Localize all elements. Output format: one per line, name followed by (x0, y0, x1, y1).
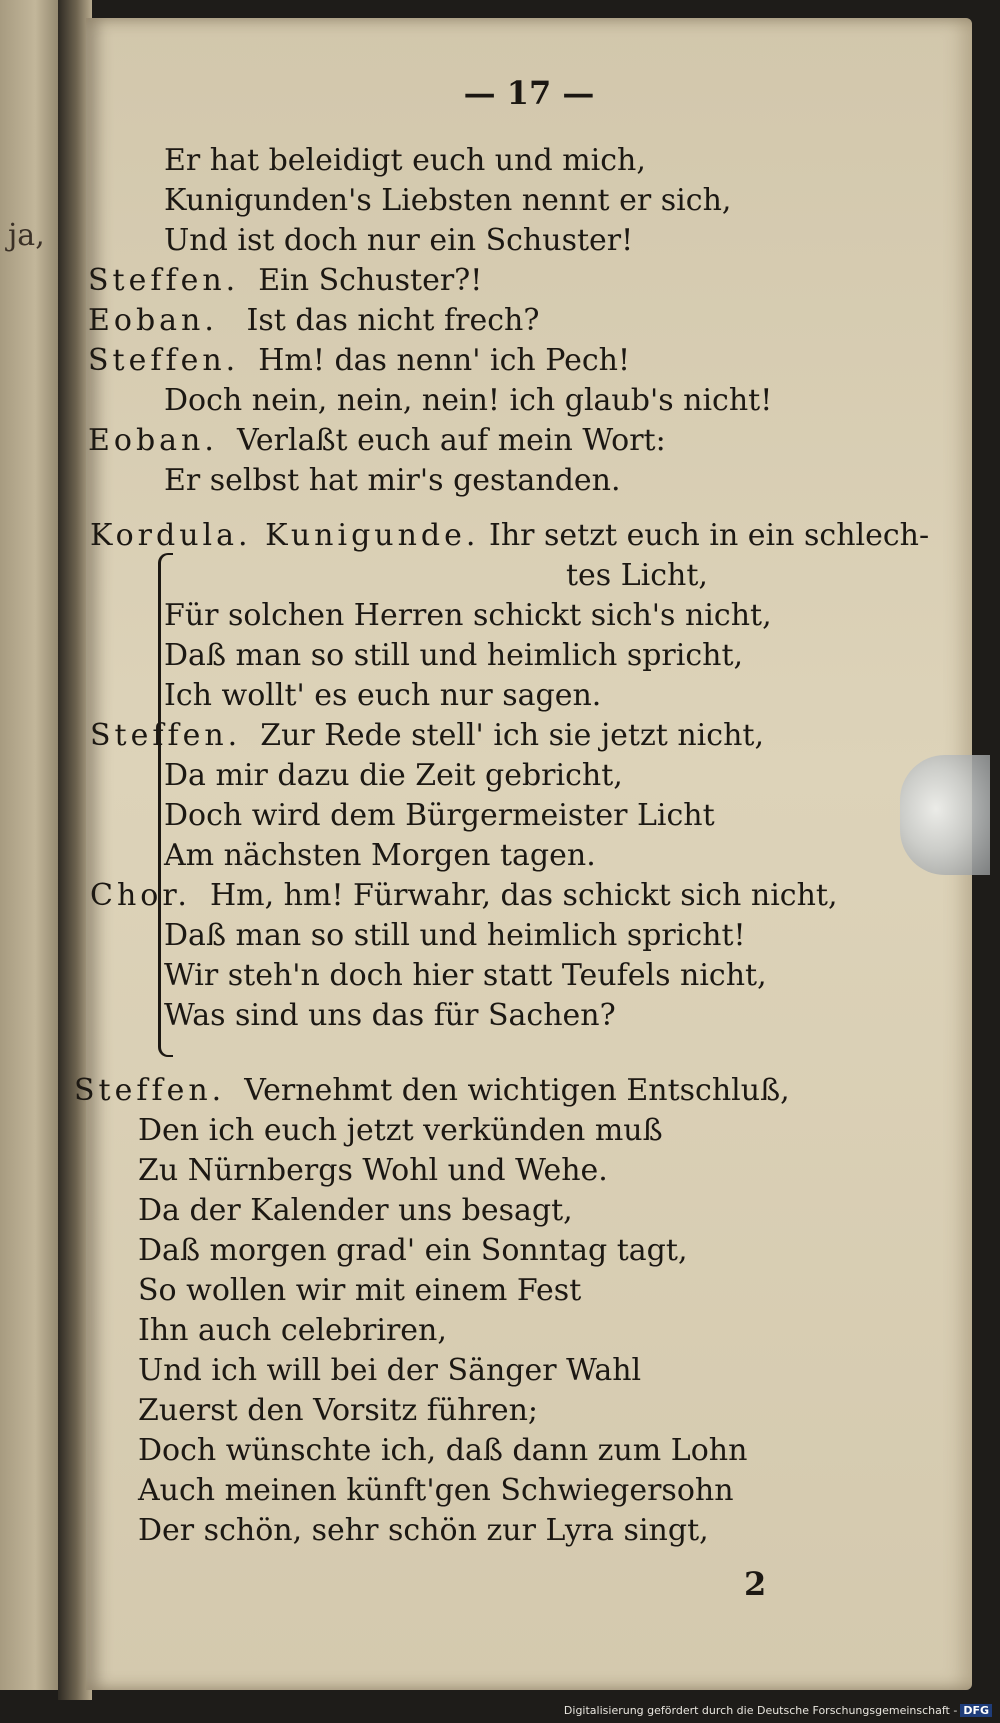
speaker-name: Kordula. Kunigunde. (90, 518, 480, 553)
footer-text: Digitalisierung gefördert durch die Deutsche Forschungsgemeinschaft - (563, 1704, 958, 1717)
verse-line: Den ich euch jetzt verkünden muß (138, 1113, 663, 1148)
digitization-footer (564, 1704, 992, 1717)
verse-line: Chor. Hm, hm! Fürwahr, das schickt sich nicht, (90, 878, 838, 913)
dfg-logo: DFG (960, 1704, 992, 1717)
verse-line: Und ich will bei der Sänger Wahl (138, 1353, 642, 1388)
verse-line: Daß man so still und heimlich spricht, (164, 638, 744, 673)
verse-line: Steffen. Vernehmt den wichtigen Entschluß, (74, 1073, 790, 1108)
verse-line: Eoban. Ist das nicht frech? (88, 303, 540, 338)
verse-line: Er selbst hat mir's gestanden. (164, 463, 621, 498)
signature-mark: 2 (744, 1565, 767, 1603)
verse-line: Für solchen Herren schickt sich's nicht, (164, 598, 772, 633)
verse-line: Kunigunden's Liebsten nennt er sich, (164, 183, 732, 218)
ensemble-bracket (158, 553, 173, 1057)
speaker-name: Eoban. (88, 423, 218, 458)
speaker-name: Steffen. (88, 263, 240, 298)
verse-line: tes Licht, (566, 558, 708, 593)
verse-line: Zu Nürnbergs Wohl und Wehe. (138, 1153, 608, 1188)
speaker-name: Steffen. (88, 343, 240, 378)
speaker-name: Chor. (90, 878, 191, 913)
speaker-name: Eoban. (88, 303, 218, 338)
verse-line: Was sind uns das für Sachen? (164, 998, 616, 1033)
book-page (74, 18, 972, 1690)
verse-line: Steffen. Hm! das nenn' ich Pech! (88, 343, 631, 378)
verse-line: So wollen wir mit einem Fest (138, 1273, 582, 1308)
previous-page-fragment: ja, (8, 218, 45, 253)
verse-line: Auch meinen künft'gen Schwiegersohn (138, 1473, 734, 1508)
verse-line: Da mir dazu die Zeit gebricht, (164, 758, 623, 793)
verse-line: Steffen. Ein Schuster?! (88, 263, 483, 298)
verse-line: Und ist doch nur ein Schuster! (164, 223, 634, 258)
verse-line: Ihn auch celebriren, (138, 1313, 447, 1348)
verse-line: Doch nein, nein, nein! ich glaub's nicht! (164, 383, 773, 418)
verse-line: Er hat beleidigt euch und mich, (164, 143, 646, 178)
speaker-name: Steffen. (90, 718, 242, 753)
verse-line: Eoban. Verlaßt euch auf mein Wort: (88, 423, 666, 458)
verse-line: Doch wird dem Bürgermeister Licht (164, 798, 715, 833)
verse-line: Kordula. Kunigunde. Ihr setzt euch in ein schlech- (90, 518, 930, 553)
verse-line: Daß man so still und heimlich spricht! (164, 918, 746, 953)
page-number: — 17 — (463, 74, 595, 112)
verse-line: Zuerst den Vorsitz führen; (138, 1393, 539, 1428)
speaker-name: Steffen. (74, 1073, 226, 1108)
verse-line: Der schön, sehr schön zur Lyra singt, (138, 1513, 709, 1548)
verse-line: Wir steh'n doch hier statt Teufels nicht, (164, 958, 767, 993)
verse-line: Daß morgen grad' ein Sonntag tagt, (138, 1233, 688, 1268)
verse-line: Steffen. Zur Rede stell' ich sie jetzt nicht, (90, 718, 764, 753)
verse-line: Am nächsten Morgen tagen. (164, 838, 596, 873)
page-clip (900, 755, 990, 875)
previous-page-edge (0, 0, 64, 1690)
verse-line: Doch wünschte ich, daß dann zum Lohn (138, 1433, 748, 1468)
verse-line: Ich wollt' es euch nur sagen. (164, 678, 602, 713)
verse-line: Da der Kalender uns besagt, (138, 1193, 573, 1228)
